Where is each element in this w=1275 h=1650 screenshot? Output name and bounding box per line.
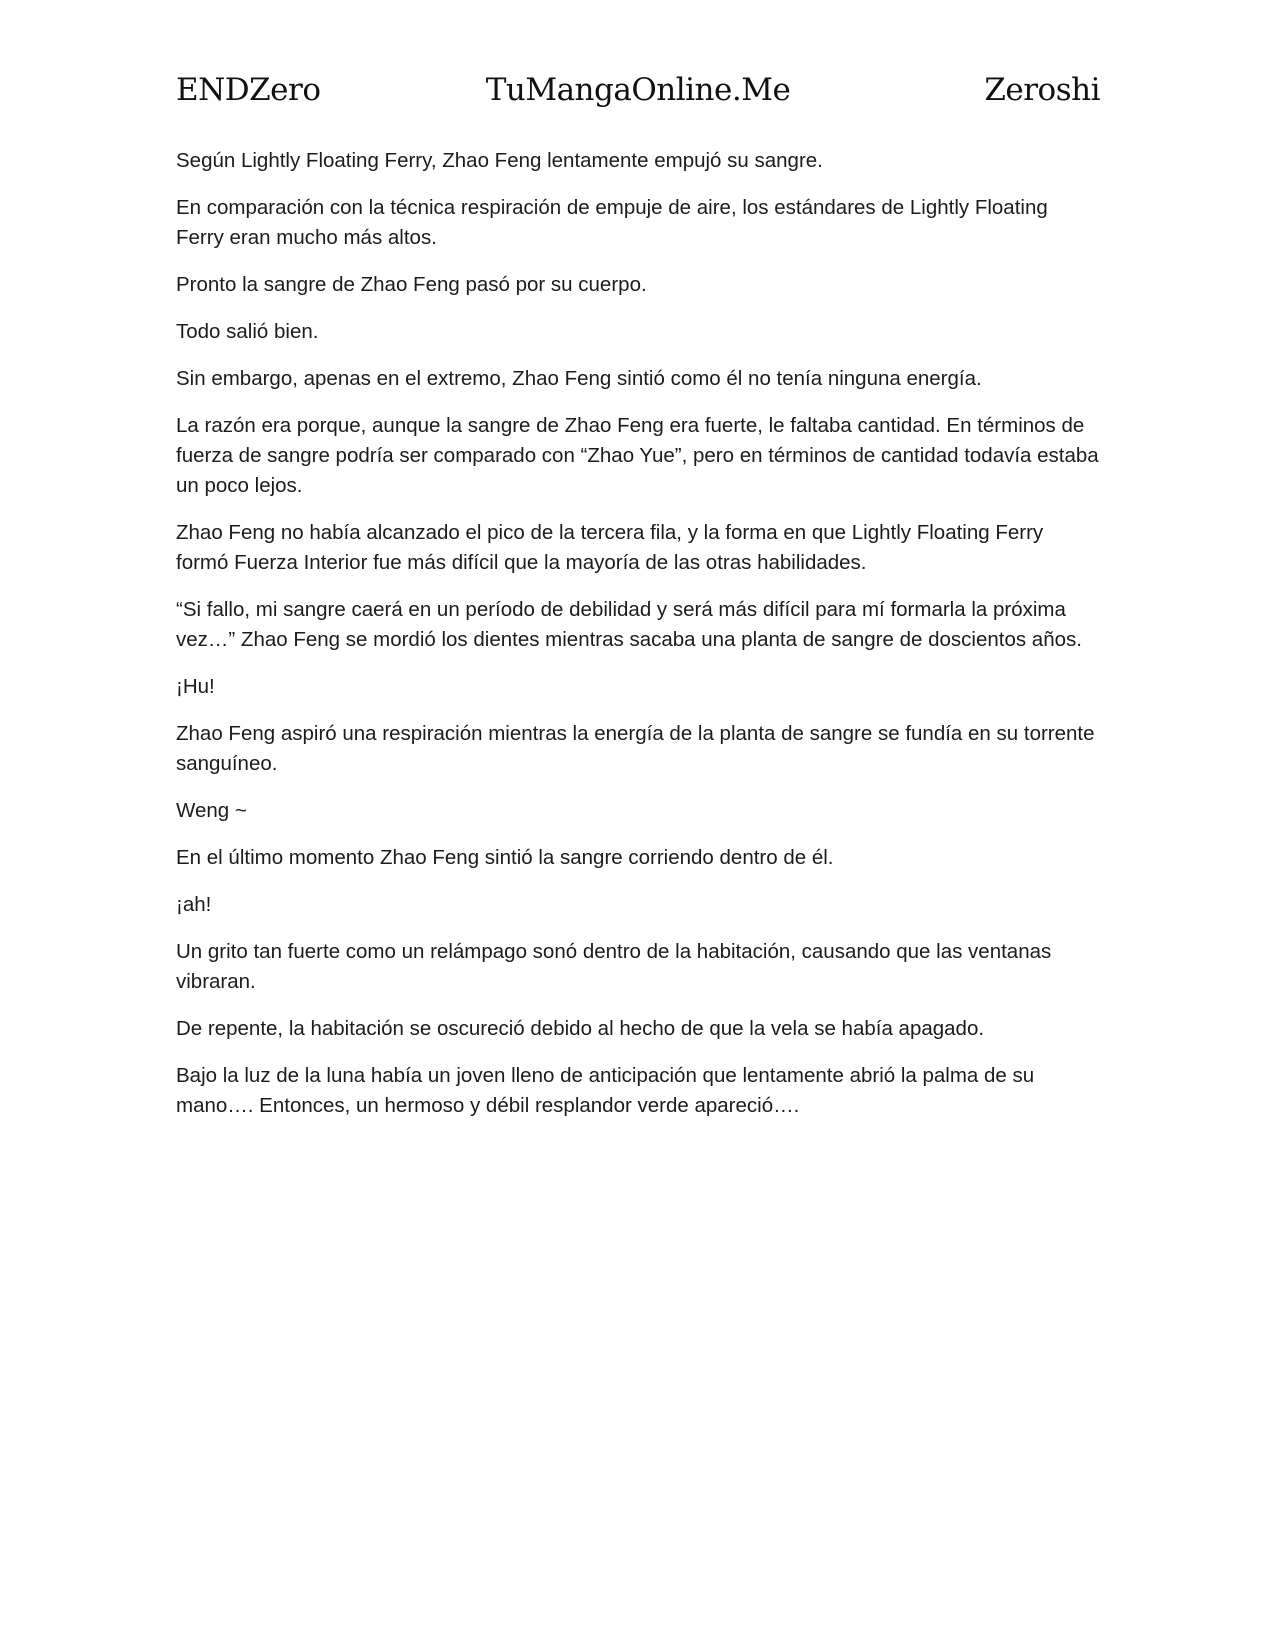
paragraph: ¡ah! (176, 893, 212, 916)
header-left-credit: ENDZero (176, 72, 321, 108)
paragraph: Zhao Feng aspiró una respiración mientras la energía de la planta de sangre se fundía en su torrente sanguíneo. (176, 722, 1095, 775)
header-right-credit: Zeroshi (984, 72, 1100, 108)
paragraph: En comparación con la técnica respiración de empuje de aire, los estándares de Lightly Floating Ferry eran mucho más altos. (176, 196, 1048, 249)
paragraph: Bajo la luz de la luna había un joven lleno de anticipación que lentamente abrió la palma de su mano…. Entonces, un hermoso y débil resplandor verde apareció…. (176, 1064, 1035, 1117)
paragraph: Pronto la sangre de Zhao Feng pasó por su cuerpo. (176, 273, 647, 296)
paragraph: La razón era porque, aunque la sangre de Zhao Feng era fuerte, le faltaba cantidad. En términos de fuerza de sangre podría ser comparado con “Zhao Yue”, pero en términos de cantidad todavía estaba un poco lejos. (176, 414, 1099, 497)
paragraph: “Si fallo, mi sangre caerá en un período de debilidad y será más difícil para mí formarla la próxima vez…” Zhao Feng se mordió los dientes mientras sacaba una planta de sangre de doscientos años. (176, 598, 1082, 651)
paragraph: Zhao Feng no había alcanzado el pico de la tercera fila, y la forma en que Lightly Floating Ferry formó Fuerza Interior fue más difícil que la mayoría de las otras habilidades. (176, 521, 1044, 574)
paragraph: De repente, la habitación se oscureció debido al hecho de que la vela se había apagado. (176, 1017, 985, 1040)
page-header (176, 72, 1100, 122)
chapter-body (176, 146, 1100, 1138)
paragraph: Según Lightly Floating Ferry, Zhao Feng lentamente empujó su sangre. (176, 149, 823, 172)
paragraph: Un grito tan fuerte como un relámpago sonó dentro de la habitación, causando que las ventanas vibraran. (176, 940, 1052, 993)
paragraph: En el último momento Zhao Feng sintió la sangre corriendo dentro de él. (176, 846, 834, 869)
header-site-name: TuMangaOnline.Me (485, 72, 791, 108)
paragraph: ¡Hu! (176, 675, 215, 698)
paragraph: Weng ~ (176, 799, 247, 822)
document-page (176, 0, 1100, 1650)
paragraph: Todo salió bien. (176, 320, 319, 343)
paragraph: Sin embargo, apenas en el extremo, Zhao Feng sintió como él no tenía ninguna energía. (176, 367, 982, 390)
